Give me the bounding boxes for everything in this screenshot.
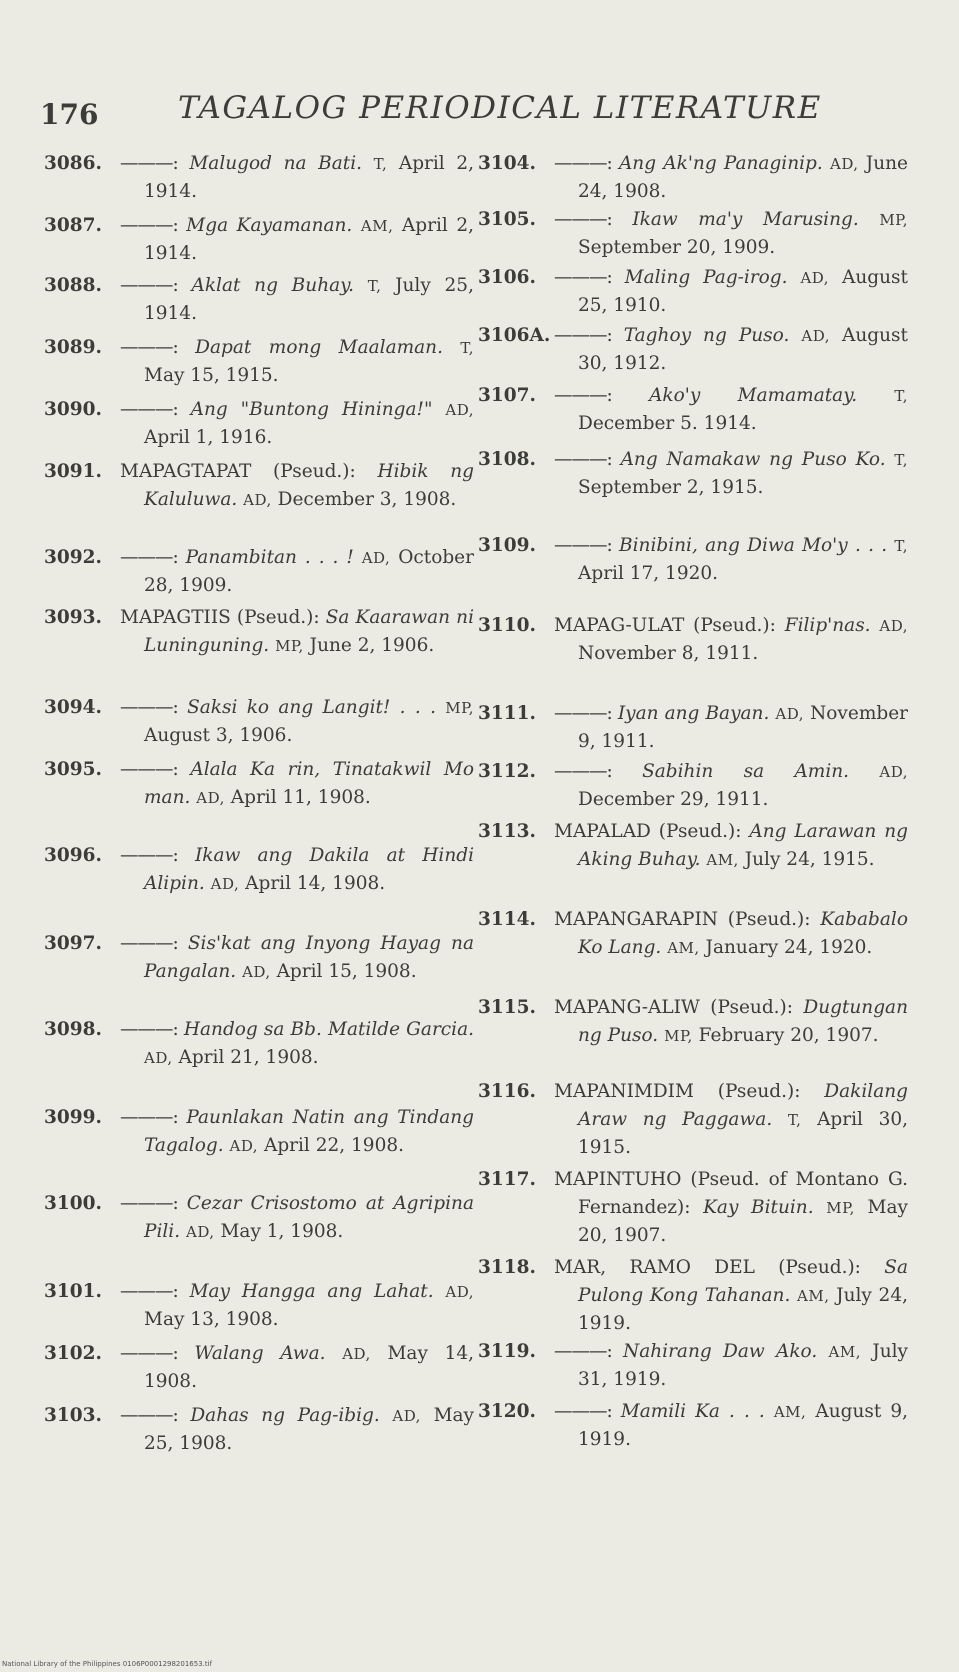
entry-date: December 3, 1908. [277,489,457,510]
entry-source: AM, [828,1343,862,1361]
entry-number: 3089. [44,337,102,358]
entry-number: 3087. [44,215,102,236]
entry-source: AD, [229,1137,259,1155]
entry-source: MP, [826,1199,855,1217]
entry-author: MAPALAD (Pseud.): [554,821,742,842]
entry-title: Nahirang Daw Ako. [623,1341,818,1362]
entry-author: ———: [554,1341,612,1362]
entry-author: ———: [120,759,178,780]
entry-title: Maling Pag-irog. [624,267,788,288]
entry-source: AM, [360,217,394,235]
entry-title: Sabihin sa Amin. [642,761,850,782]
entry-source: AM, [706,851,739,869]
entry-date: April 2, 1914. [144,215,474,264]
entry-number: 3101. [44,1281,102,1302]
entry-title: Dugtungan ng Puso. [578,997,908,1046]
entry-title: Sa Kaarawan ni Luninguning. [144,607,474,656]
entry-author: ———: [554,267,612,288]
entry-source: AD, [185,1223,215,1241]
entry-number: 3095. [44,759,102,780]
entry [44,604,474,660]
entry-date: December 29, 1911. [578,789,769,810]
entry-author: ———: [554,209,612,230]
entry-author: ———: [554,449,612,470]
entry-number: 3099. [44,1107,102,1128]
entry-date: April 2, 1914. [144,153,474,202]
entry-title: Kababalo Ko Lang. [578,909,908,958]
entry [44,212,474,268]
entry-title: Ang Ak'ng Panaginip. [618,153,823,174]
entry [44,458,474,514]
entry-title: Alala Ka rin, Tinatakwil Mo man. [144,759,474,808]
entry-number: 3086. [44,153,102,174]
entry-author: ———: [554,535,612,556]
entry [44,694,474,750]
entry-source: AD, [800,269,830,287]
entry [44,396,474,452]
entry-source: AM, [773,1403,807,1421]
entry-source: T, [894,451,908,469]
entry-number: 3091. [44,461,102,482]
entry [478,612,908,668]
entry-title: Ikaw ma'y Marusing. [632,209,859,230]
entry-date: August 30, 1912. [578,325,908,374]
entry-author: ———: [120,933,178,954]
entry-source: MP, [664,1027,693,1045]
entry-number: 3106A. [478,325,551,346]
entry-title: Panambitan . . . ! [185,547,354,568]
entry-author: MAPANGARAPIN (Pseud.): [554,909,811,930]
entry-title: Ikaw ang Dakila at Hindi Alipin. [144,845,474,894]
entry-date: August 3, 1906. [144,725,293,746]
entry-number: 3097. [44,933,102,954]
entry [44,842,474,898]
entry-author: ———: [120,697,178,718]
entry-date: September 2, 1915. [578,477,764,498]
entry-source: AD, [243,491,272,509]
entry-source: AD, [196,789,225,807]
entry-title: May Hangga ang Lahat. [189,1281,434,1302]
entry-number: 3102. [44,1343,102,1364]
page-title: TAGALOG PERIODICAL LITERATURE [178,90,822,126]
entry-author: ———: [120,215,178,236]
entry-author: ———: [554,1401,612,1422]
entry-number: 3116. [478,1081,536,1102]
entry-number: 3103. [44,1405,102,1426]
entry-date: May 14, 1908. [144,1343,475,1392]
entry [44,1402,474,1458]
entry-source: MP, [879,211,908,229]
entry-date: May 20, 1907. [578,1197,908,1246]
entry-source: AD, [242,963,271,981]
entry-source: T, [894,537,908,555]
entry-number: 3110. [478,615,536,636]
entry-author: ———: [554,325,612,346]
entry-author: ———: [120,337,178,358]
entry-date: August 25, 1910. [578,267,908,316]
entry-source: AD, [445,401,474,419]
entry-author: ———: [120,1019,178,1040]
entry [478,1166,908,1250]
entry-author: MAPAGTAPAT (Pseud.): [120,461,356,482]
entry-number: 3115. [478,997,536,1018]
entry-source: AM, [667,939,700,957]
entry-title: Mamili Ka . . . [620,1401,765,1422]
entry-date: November 9, 1911. [578,703,908,752]
entry [478,700,908,756]
entry [478,818,908,874]
page-header [40,90,900,140]
entry-source: AD, [829,155,859,173]
entry-date: April 14, 1908. [245,873,386,894]
entry-source: AD, [210,875,240,893]
entry-author: MAPANIMDIM (Pseud.): [554,1081,801,1102]
entry-title: Ang "Buntong Hininga!" [190,399,433,420]
entry-number: 3108. [478,449,536,470]
entry-source: AD, [392,1407,421,1425]
entry-source: AD, [144,1049,173,1067]
entry [478,150,908,206]
entry-source: AD, [445,1283,475,1301]
entry-source: AD, [879,617,909,635]
entry-number: 3117. [478,1169,536,1190]
entry-title: Malugod na Bati. [189,153,363,174]
entry-author: ———: [120,1281,178,1302]
entry-date: May 15, 1915. [144,365,279,386]
entry-date: September 20, 1909. [578,237,776,258]
entry-date: April 1, 1916. [144,427,273,448]
entry [44,150,474,206]
entry-date: July 24, 1915. [744,849,875,870]
entry-title: Ang Larawan ng Aking Buhay. [578,821,908,870]
entry-number: 3092. [44,547,102,568]
entry [478,532,908,588]
entry-number: 3094. [44,697,102,718]
entry-date: April 22, 1908. [263,1135,404,1156]
entry [478,382,908,438]
entry-number: 3112. [478,761,536,782]
entry-title: Binibini, ang Diwa Mo'y . . . [619,535,888,556]
entry [478,994,908,1050]
entry-source: T, [787,1111,802,1129]
entry-title: Sa Pulong Kong Tahanan. [578,1257,908,1306]
entry-title: Paunlakan Natin ang Tindang Tagalog. [144,1107,474,1156]
entry-author: ———: [554,703,612,724]
entry-title: Cezar Crisostomo at Agripina Pili. [144,1193,474,1242]
entry-date: June 2, 1906. [309,635,435,656]
entry [478,264,908,320]
entry-source: T, [367,277,382,295]
entry-title: Walang Awa. [194,1343,326,1364]
entry-number: 3119. [478,1341,536,1362]
entry-number: 3100. [44,1193,102,1214]
entry-date: January 24, 1920. [705,937,873,958]
entry [44,1278,474,1334]
entry-author: MAPANG-ALIW (Pseud.): [554,997,793,1018]
entry-source: AD, [361,549,391,567]
entry-source: AD, [879,763,908,781]
entry-source: AD, [342,1345,371,1363]
entry [478,906,908,962]
entry [44,334,474,390]
entry-date: July 25, 1914. [144,275,474,324]
entry-date: February 20, 1907. [698,1025,879,1046]
entry-date: April 17, 1920. [578,563,719,584]
entry-number: 3118. [478,1257,536,1278]
entry-number: 3090. [44,399,102,420]
entry-source: T, [373,155,388,173]
entry-title: Sis'kat ang Inyong Hayag na Pangalan. [144,933,474,982]
entry-author: MAR, RAMO DEL (Pseud.): [554,1257,861,1278]
entry [44,1190,474,1246]
entry-title: Saksi ko ang Langit! . . . [187,697,436,718]
entry-number: 3120. [478,1401,536,1422]
entry [44,1340,474,1396]
entry [478,206,908,262]
entry-author: MAPAG-ULAT (Pseud.): [554,615,776,636]
entry-author: ———: [120,275,178,296]
entry-author: ———: [554,385,612,406]
entry-date: November 8, 1911. [578,643,759,664]
entry [44,544,474,600]
entry-number: 3109. [478,535,536,556]
entry-author: ———: [120,845,178,866]
entry-number: 3107. [478,385,536,406]
entry-date: May 1, 1908. [220,1221,344,1242]
entry-number: 3096. [44,845,102,866]
entry-date: July 31, 1919. [578,1341,909,1390]
page-number: 176 [40,98,99,131]
entry-source: AD, [775,705,805,723]
entry-source: MP, [445,699,474,717]
entry-author: MAPINTUHO (Pseud. of Montano G. Fernandez): [554,1169,908,1218]
entry-title: Mga Kayamanan. [186,215,353,236]
entry-date: August 9, 1919. [578,1401,909,1450]
entry-source: AD, [801,327,830,345]
entry-date: May 13, 1908. [144,1309,279,1330]
entry-title: Kay Bituin. [703,1197,814,1218]
entry-number: 3105. [478,209,536,230]
entry-author: ———: [120,153,178,174]
entry-date: April 11, 1908. [230,787,371,808]
entry [44,930,474,986]
entry [478,1398,908,1454]
entry-title: Handog sa Bb. Matilde Garcia. [183,1019,474,1040]
entry [478,1254,908,1338]
entry-date: April 15, 1908. [276,961,417,982]
entry-date: June 24, 1908. [578,153,908,202]
entry-source: MP, [275,637,304,655]
entry-date: April 30, 1915. [578,1109,908,1158]
entry-author: ———: [120,1107,178,1128]
entry-number: 3114. [478,909,536,930]
entry-title: Iyan ang Bayan. [617,703,770,724]
entry-author: ———: [554,153,612,174]
entry [478,1078,908,1162]
entry [44,1104,474,1160]
entry-date: May 25, 1908. [144,1405,474,1454]
entry-source: AM, [797,1287,830,1305]
entry-title: Aklat ng Buhay. [191,275,355,296]
entry-title: Filip'nas. [784,615,871,636]
entry-author: ———: [120,1343,178,1364]
entry-title: Dapat mong Maalaman. [195,337,443,358]
entry [478,322,908,378]
entry-number: 3104. [478,153,536,174]
entry-number: 3098. [44,1019,102,1040]
entry-number: 3093. [44,607,102,628]
entry-author: ———: [120,1405,178,1426]
entry-number: 3111. [478,703,536,724]
entry [478,758,908,814]
entry [478,1338,908,1394]
entry-number: 3106. [478,267,536,288]
entry-author: MAPAGTIIS (Pseud.): [120,607,320,628]
entry-date: April 21, 1908. [178,1047,319,1068]
entry-title: Ako'y Mamamatay. [649,385,858,406]
entry-date: December 5. 1914. [578,413,757,434]
entry-number: 3113. [478,821,536,842]
entry-author: ———: [120,1193,178,1214]
entry [44,272,474,328]
entry-title: Dakilang Araw ng Paggawa. [578,1081,908,1130]
entry-number: 3088. [44,275,102,296]
entry-title: Ang Namakaw ng Puso Ko. [620,449,886,470]
entry-author: ———: [120,547,178,568]
entry-title: Hibik ng Kaluluwa. [144,461,474,510]
entry-title: Taghoy ng Puso. [623,325,790,346]
entry [478,446,908,502]
entry-author: ———: [120,399,178,420]
entry-source: T, [460,339,474,357]
entry [44,756,474,812]
entry-date: July 24, 1919. [578,1285,908,1334]
entry [44,1016,474,1072]
entry-author: ———: [554,761,612,782]
entry-title: Dahas ng Pag-ibig. [190,1405,380,1426]
entry-source: T, [894,387,908,405]
entry-date: October 28, 1909. [144,547,474,596]
footer-note: National Library of the Philippines 0106P0001298201653.tif [2,1660,213,1668]
